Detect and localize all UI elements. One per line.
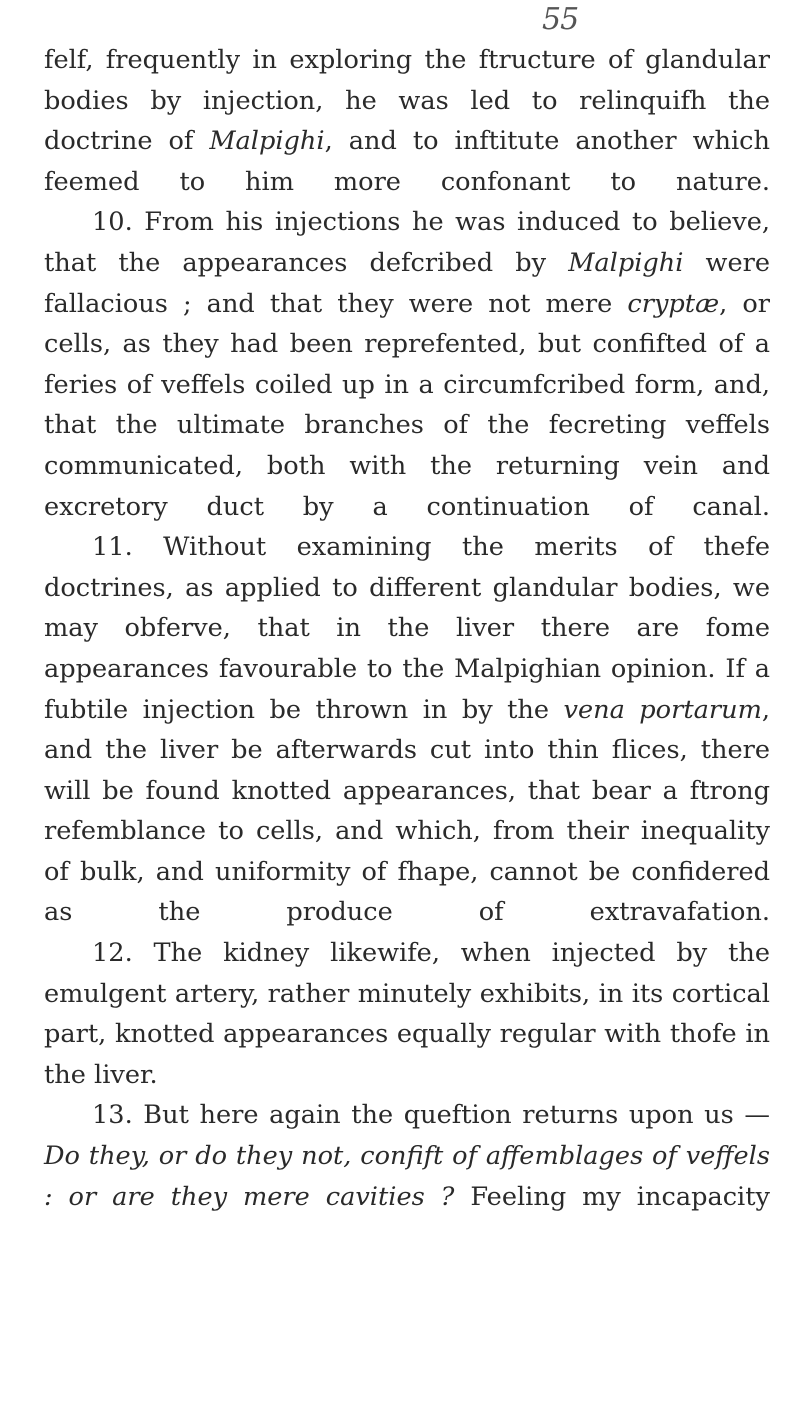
text-run: 13. But here again the queftion returns upon us — — [92, 1100, 770, 1131]
italic-text: Do they, or do they not, confift of affemblages of veffels : or are they mere cavities ? — [44, 1141, 770, 1212]
text-run: 12. The kidney likewife, when injected by the emulgent artery, rather minutely exhibits, in its cortical part, knotted appearances equally regular with thofe in the liver. — [44, 938, 770, 1090]
paragraph-10 — [44, 202, 770, 527]
italic-text: vena portarum — [563, 694, 762, 725]
paragraph-11 — [44, 527, 770, 933]
italic-text: Malpighi — [209, 126, 325, 157]
text-run: felf, frequently in exploring the ftructure of glandular bodies by injection, he was led to relinquifh the doctrine of — [44, 45, 770, 157]
paragraph-13 — [44, 1095, 770, 1217]
body-text — [44, 40, 770, 1217]
italic-text: cryptæ — [627, 288, 720, 319]
text-run: Feeling my incapacity — [454, 1181, 770, 1212]
text-run: 10. From his injections he was induced to believe, that the appearances defcribed by — [44, 207, 770, 278]
text-run: , and the liver be afterwards cut into thin flices, there will be found knotted appearances, that bear a ftrong refemblance to cells, and which, from their inequality of bulk, and uniformity of fhape, cannot be confidered as the produce of extravafation. — [44, 694, 770, 928]
text-run: , and to inftitute another which feemed to him more confonant to nature. — [44, 126, 770, 197]
text-run: , or cells, as they had been reprefented, but confifted of a feries of veffels coiled up in a circumfcribed form, and, that the ultimate branches of the fecreting veffels communicated, both with the returning vein and excretory duct by a continuation of canal. — [44, 288, 770, 522]
page-number: 55 — [542, 2, 579, 37]
paragraph-12 — [44, 933, 770, 1095]
italic-text: Malpighi — [568, 247, 684, 278]
text-run: 11. Without examining the merits of thefe doctrines, as applied to different glandular bodies, we may obferve, that in the liver there are fome appearances favourable to the Malpighian opinion. If a fubtile injection be thrown in by the — [44, 532, 770, 725]
paragraph-continuation — [44, 40, 770, 202]
text-run: were fallacious ; and that they were not mere — [44, 247, 770, 319]
